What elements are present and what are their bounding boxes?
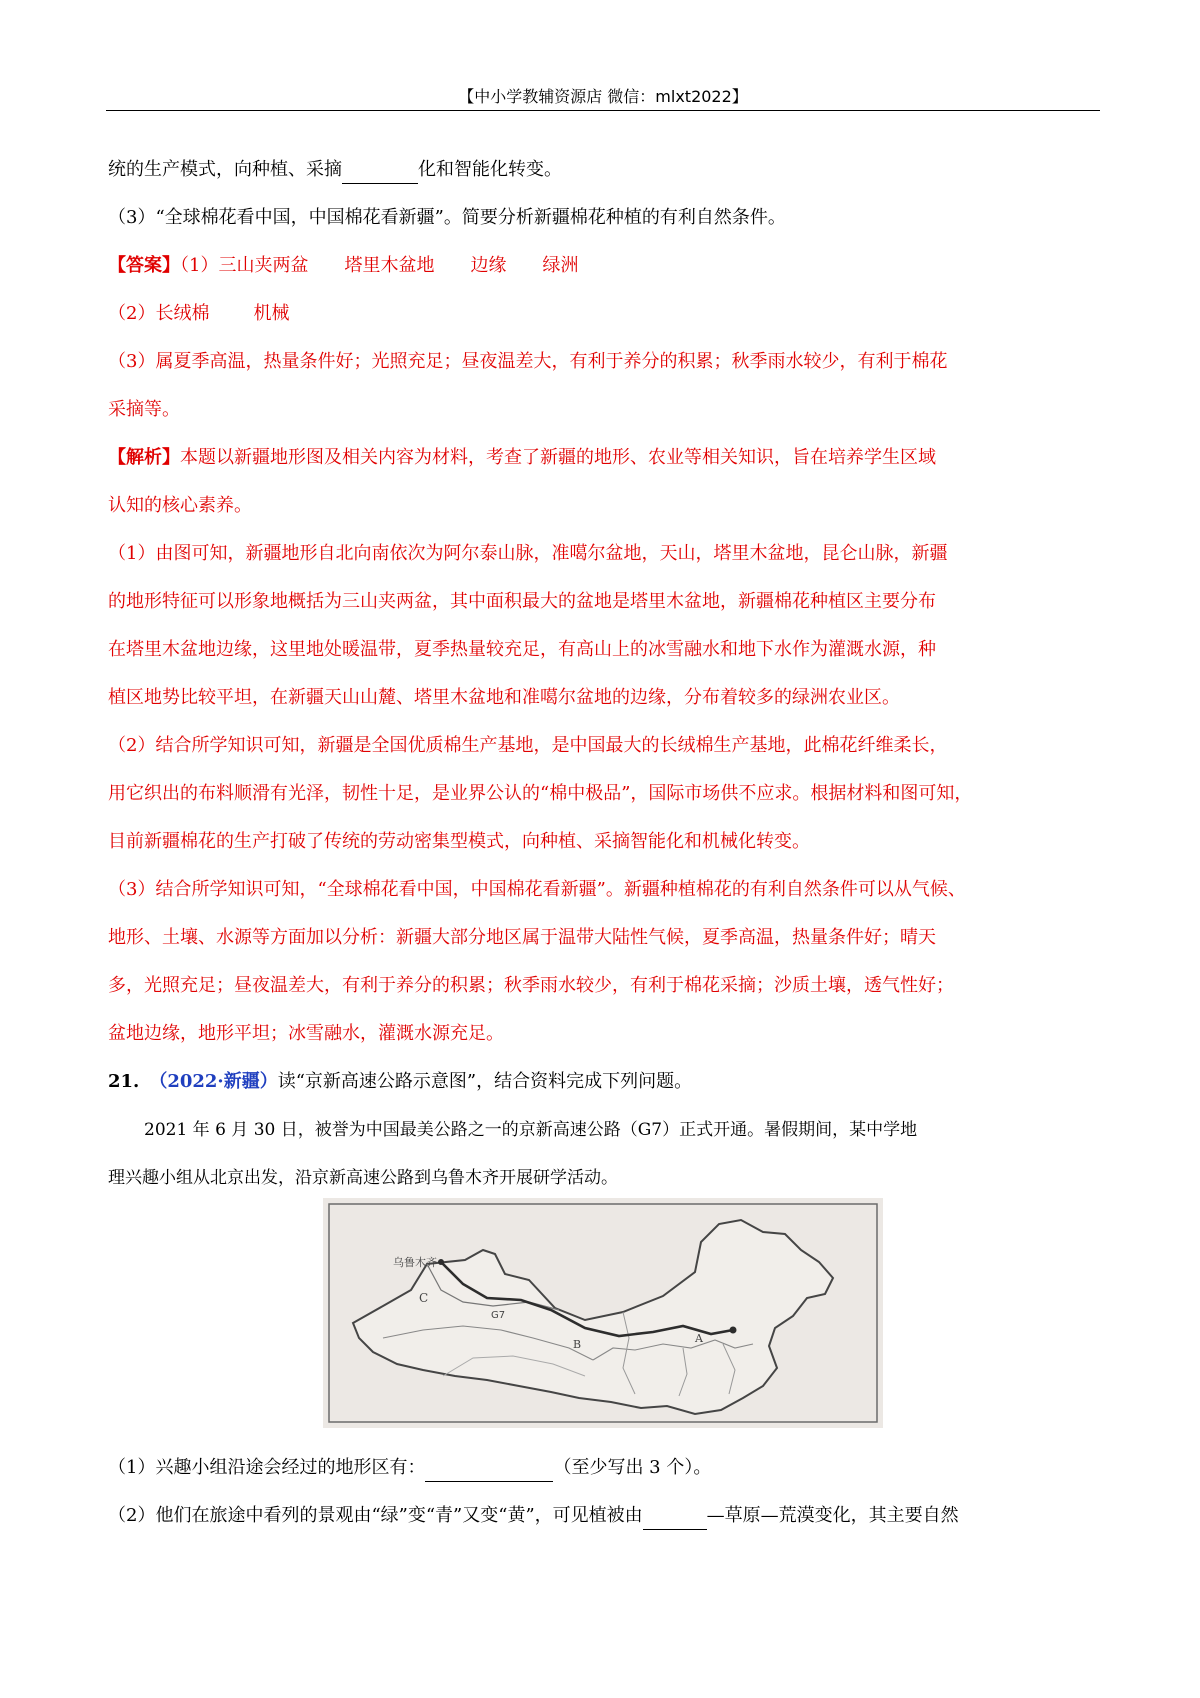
analysis-2-line-1: （2）结合所学知识可知，新疆是全国优质棉生产基地，是中国最大的长绒棉生产基地，此棉花纤维柔长， [108, 735, 948, 756]
analysis-1-line-4: 植区地势比较平坦，在新疆天山山麓、塔里木盆地和准噶尔盆地的边缘，分布着较多的绿洲农业区。 [108, 687, 900, 708]
analysis-1-line-3: 在塔里木盆地边缘，这里地处暖温带，夏季热量较充足，有高山上的冰雪融水和地下水作为灌溉水源，种 [108, 639, 936, 660]
answer-line-2 [108, 301, 289, 327]
q21-sub2-text-a: （2）他们在旅途中看列的景观由“绿”变“青”又变“黄”，可见植被由 [108, 1505, 643, 1526]
header-rule [106, 110, 1100, 111]
q21-subquestion-1 [108, 1455, 711, 1482]
q20-subquestion-3: （3）“全球棉花看中国，中国棉花看新疆”。简要分析新疆棉花种植的有利自然条件。 [108, 207, 786, 228]
analysis-3-line-4: 盆地边缘，地形平坦；冰雪融水，灌溉水源充足。 [108, 1023, 504, 1044]
beijing-point [730, 1327, 737, 1334]
map-label-g7: G7 [491, 1310, 506, 1321]
analysis-3-line-3: 多，光照充足；昼夜温差大，有利于养分的积累；秋季雨水较少，有利于棉花采摘；沙质土壤，透气性好； [108, 975, 954, 996]
answer-1-item-2: 塔里木盆地 [344, 255, 435, 276]
q20-line-1-b: 化和智能化转变。 [418, 159, 562, 180]
q20-line-1 [108, 157, 562, 184]
analysis-intro-line-1 [108, 445, 936, 471]
analysis-intro-text-1: 本题以新疆地形图及相关内容为材料，考查了新疆的地形、农业等相关知识，旨在培养学生区域 [180, 447, 936, 468]
q21-number: 21. [108, 1071, 140, 1092]
analysis-3-line-2: 地形、土壤、水源等方面加以分析：新疆大部分地区属于温带大陆性气候，夏季高温，热量条件好；晴天 [108, 927, 936, 948]
q21-sub1-text-a: （1）兴趣小组沿途会经过的地形区有： [108, 1457, 426, 1478]
analysis-1-line-1: （1）由图可知，新疆地形自北向南依次为阿尔泰山脉，准噶尔盆地，天山，塔里木盆地，昆仑山脉，新疆 [108, 543, 948, 564]
map-label-urumqi: 乌鲁木齐 [393, 1256, 437, 1269]
analysis-label: 【解析】 [108, 447, 180, 468]
q21-material-line-1: 2021 年 6 月 30 日，被誉为中国最美公路之一的京新高速公路（G7）正式开通。暑假期间，某中学地 [144, 1120, 918, 1140]
answer-2-item-2: 机械 [253, 303, 290, 324]
q21-heading [108, 1069, 692, 1095]
answer-1-item-1: 三山夹两盆 [218, 255, 309, 276]
analysis-intro-line-2: 认知的核心素养。 [108, 495, 252, 516]
analysis-1-line-2: 的地形特征可以形象地概括为三山夹两盆，其中面积最大的盆地是塔里木盆地，新疆棉花种植区主要分布 [108, 591, 936, 612]
q21-material-line-2: 理兴趣小组从北京出发，沿京新高速公路到乌鲁木齐开展研学活动。 [108, 1168, 618, 1188]
map-label-c: C [419, 1291, 429, 1305]
answer-1-number: （1） [180, 255, 219, 276]
q21-prompt: 读“京新高速公路示意图”，结合资料完成下列问题。 [277, 1071, 693, 1092]
answer-3-line-1: （3）属夏季高温，热量条件好；光照充足；昼夜温差大，有利于养分的积累；秋季雨水较少，有利于棉花 [108, 351, 948, 372]
analysis-2-line-3: 目前新疆棉花的生产打破了传统的劳动密集型模式，向种植、采摘智能化和机械化转变。 [108, 831, 810, 852]
q21-sub1-text-b: （至少写出 3 个）。 [553, 1457, 712, 1478]
analysis-2-line-2: 用它织出的布料顺滑有光泽，韧性十足，是业界公认的“棉中极品”，国际市场供不应求。根据材料和图可知， [108, 783, 973, 804]
analysis-3-line-1: （3）结合所学知识可知，“全球棉花看中国，中国棉花看新疆”。新疆种植棉花的有利自然条件可以从气候、 [108, 879, 966, 900]
map-label-b: B [573, 1338, 582, 1351]
answer-label: 【答案】 [108, 255, 180, 276]
fill-blank [342, 157, 418, 184]
q21-subquestion-2 [108, 1503, 959, 1530]
jingxin-expressway-map [323, 1198, 883, 1428]
answer-2-number: （2） [108, 303, 156, 324]
fill-blank [425, 1455, 553, 1482]
answer-1-item-3: 边缘 [470, 255, 507, 276]
page-header: 【中小学教辅资源店 微信：mlxt2022】 [458, 87, 748, 106]
answer-line-1 [108, 253, 578, 279]
answer-1-item-4: 绿洲 [542, 255, 579, 276]
q21-source: （2022·新疆） [149, 1071, 278, 1092]
fill-blank [643, 1503, 707, 1530]
map-label-a: A [695, 1332, 703, 1345]
answer-2-item-1: 长绒棉 [155, 303, 210, 324]
answer-3-line-2: 采摘等。 [108, 399, 180, 420]
urumqi-point [438, 1259, 444, 1265]
q20-line-1-a: 统的生产模式，向种植、采摘 [108, 159, 342, 180]
q21-sub2-text-b: —草原—荒漠变化，其主要自然 [706, 1505, 959, 1526]
